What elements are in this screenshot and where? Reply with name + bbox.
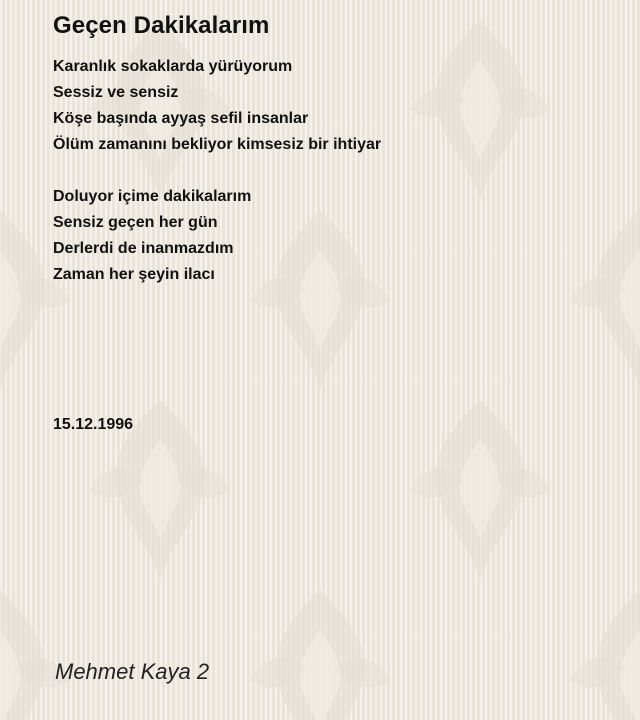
author-signature: Mehmet Kaya 2	[55, 659, 210, 684]
poem-date: 15.12.1996	[53, 416, 134, 433]
poem-line: Doluyor içime dakikalarım	[53, 188, 252, 205]
poem-line: Sensiz geçen her gün	[53, 214, 218, 231]
poem-line: Ölüm zamanını bekliyor kimsesiz bir ihtiyar	[53, 136, 382, 153]
poem-line: Karanlık sokaklarda yürüyorum	[53, 58, 293, 75]
poem-line: Köşe başında ayyaş sefil insanlar	[53, 110, 309, 127]
stanza-1	[53, 54, 381, 158]
poem-line: Derlerdi de inanmazdım	[53, 240, 234, 257]
poem-line: Sessiz ve sensiz	[53, 84, 179, 101]
poem-title: Geçen Dakikalarım	[53, 12, 270, 39]
stanza-2	[53, 184, 251, 288]
poem-line: Zaman her şeyin ilacı	[53, 266, 215, 283]
